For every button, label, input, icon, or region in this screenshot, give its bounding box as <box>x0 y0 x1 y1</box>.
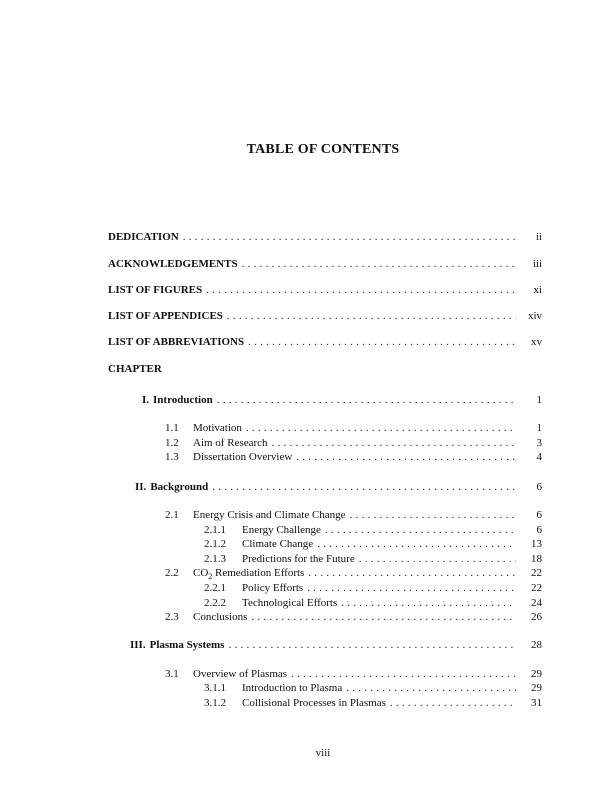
subsection-label: Technological Efforts <box>242 597 338 609</box>
dot-leader <box>296 450 516 464</box>
toc-page-number: 28 <box>531 639 542 651</box>
section-number: 1.3 <box>165 451 179 463</box>
dot-leader <box>228 638 516 652</box>
dot-leader <box>183 230 516 244</box>
toc-chapter-2[interactable] <box>135 480 542 494</box>
toc-page-number: 24 <box>531 597 542 609</box>
subsection-label: Policy Efforts <box>242 582 304 594</box>
toc-page-number: 26 <box>531 611 542 623</box>
toc-entry-list-of-abbreviations[interactable] <box>108 335 542 349</box>
section-label: Energy Crisis and Climate Change <box>193 509 346 521</box>
toc-page-number: 6 <box>536 481 542 493</box>
toc-entry-label: LIST OF FIGURES <box>108 284 203 296</box>
dot-leader <box>341 596 516 610</box>
toc-entry-acknowledgements[interactable] <box>108 257 542 271</box>
toc-section-1-3[interactable] <box>165 450 542 464</box>
toc-page-number: xi <box>533 284 542 296</box>
dot-leader <box>346 681 516 695</box>
subsection-label: Predictions for the Future <box>242 553 355 565</box>
dot-leader <box>248 335 516 349</box>
toc-entry-list-of-appendices[interactable] <box>108 309 542 323</box>
section-number: 2.1 <box>165 509 179 521</box>
toc-entry-dedication[interactable] <box>108 230 542 244</box>
dot-leader <box>308 566 516 580</box>
section-number: 2.3 <box>165 611 179 623</box>
dot-leader <box>227 309 516 323</box>
section-label: Conclusions <box>193 611 248 623</box>
toc-page-number: iii <box>532 258 542 270</box>
chapter-heading: CHAPTER <box>108 363 162 375</box>
section-label <box>193 566 304 580</box>
dot-leader <box>251 610 516 624</box>
chapter-label: Plasma Systems <box>149 639 225 651</box>
toc-page-number: xv <box>531 336 542 348</box>
toc-page-number: 18 <box>531 553 542 565</box>
dot-leader <box>206 283 516 297</box>
dot-leader <box>217 393 516 407</box>
chapter-number: I. <box>142 394 150 406</box>
toc-chapter-1[interactable] <box>142 393 542 407</box>
toc-page-number: ii <box>535 231 542 243</box>
subsection-label: Collisional Processes in Plasmas <box>242 697 386 709</box>
toc-page-number: 13 <box>531 538 542 550</box>
dot-leader <box>317 537 516 551</box>
toc-subsection-3-1-2[interactable] <box>204 696 542 710</box>
toc-page-number: 3 <box>536 437 542 449</box>
toc-entry-label: LIST OF APPENDICES <box>108 310 223 322</box>
subsection-label: Introduction to Plasma <box>242 682 343 694</box>
subscript: 2 <box>208 572 213 582</box>
toc-page-number: 29 <box>531 668 542 680</box>
section-number: 1.2 <box>165 437 179 449</box>
dot-leader <box>307 581 516 595</box>
toc-page-number: 22 <box>531 582 542 594</box>
toc-subsection-2-1-3[interactable] <box>204 552 542 566</box>
subsection-number: 2.2.2 <box>204 597 226 609</box>
toc-page-number: 4 <box>536 451 542 463</box>
toc-subsection-2-2-1[interactable] <box>204 581 542 595</box>
dot-leader <box>242 257 516 271</box>
subsection-label: Climate Change <box>242 538 314 550</box>
toc-subsection-2-1-1[interactable] <box>204 523 542 537</box>
toc-entry-label: DEDICATION <box>108 231 179 243</box>
toc-page-number: 31 <box>531 697 542 709</box>
subsection-label: Energy Challenge <box>242 524 321 536</box>
toc-page-number: 29 <box>531 682 542 694</box>
toc-page-number: 6 <box>536 524 542 536</box>
toc-section-1-2[interactable] <box>165 436 542 450</box>
toc-chapter-3[interactable] <box>130 638 542 652</box>
toc-page-number: xiv <box>527 310 542 322</box>
subsection-number: 2.1.2 <box>204 538 226 550</box>
toc-subsection-3-1-1[interactable] <box>204 681 542 695</box>
toc-entry-label: ACKNOWLEDGEMENTS <box>108 258 238 270</box>
toc-subsection-2-1-2[interactable] <box>204 537 542 551</box>
toc-subsection-2-2-2[interactable] <box>204 596 542 610</box>
section-label: Overview of Plasmas <box>193 668 288 680</box>
toc-entry-list-of-figures[interactable] <box>108 283 542 297</box>
toc-page-number: 22 <box>531 567 542 579</box>
toc-page-number: 6 <box>536 509 542 521</box>
toc-section-2-2[interactable] <box>165 566 542 580</box>
section-label-suffix: Remediation Efforts <box>212 567 305 579</box>
dot-leader <box>212 480 516 494</box>
section-label: Aim of Research <box>193 437 268 449</box>
chapter-number: II. <box>135 481 147 493</box>
subsection-number: 2.2.1 <box>204 582 226 594</box>
chapter-label: Background <box>150 481 209 493</box>
toc-section-1-1[interactable] <box>165 421 542 435</box>
section-label: Dissertation Overview <box>193 451 293 463</box>
toc-entry-label: LIST OF ABBREVIATIONS <box>108 336 245 348</box>
dot-leader <box>246 421 516 435</box>
section-number: 3.1 <box>165 668 179 680</box>
chapter-number: III. <box>130 639 146 651</box>
page-footer-number: viii <box>315 747 331 759</box>
chapter-label: Introduction <box>153 394 213 406</box>
subsection-number: 2.1.1 <box>204 524 226 536</box>
dot-leader <box>325 523 516 537</box>
dot-leader <box>390 696 516 710</box>
dot-leader <box>359 552 516 566</box>
toc-section-2-1[interactable] <box>165 508 542 522</box>
toc-section-2-3[interactable] <box>165 610 542 624</box>
section-label: Motivation <box>193 422 242 434</box>
subsection-number: 2.1.3 <box>204 553 226 565</box>
section-number: 2.2 <box>165 567 179 579</box>
subsection-number: 3.1.2 <box>204 697 226 709</box>
subsection-number: 3.1.1 <box>204 682 226 694</box>
dot-leader <box>272 436 516 450</box>
section-label-prefix: CO <box>193 567 209 579</box>
dot-leader <box>350 508 516 522</box>
page-title: TABLE OF CONTENTS <box>246 142 400 157</box>
toc-page-number: 1 <box>536 422 542 434</box>
section-number: 1.1 <box>165 422 179 434</box>
toc-page-number: 1 <box>536 394 542 406</box>
toc-section-3-1[interactable] <box>165 667 542 681</box>
dot-leader <box>291 667 516 681</box>
